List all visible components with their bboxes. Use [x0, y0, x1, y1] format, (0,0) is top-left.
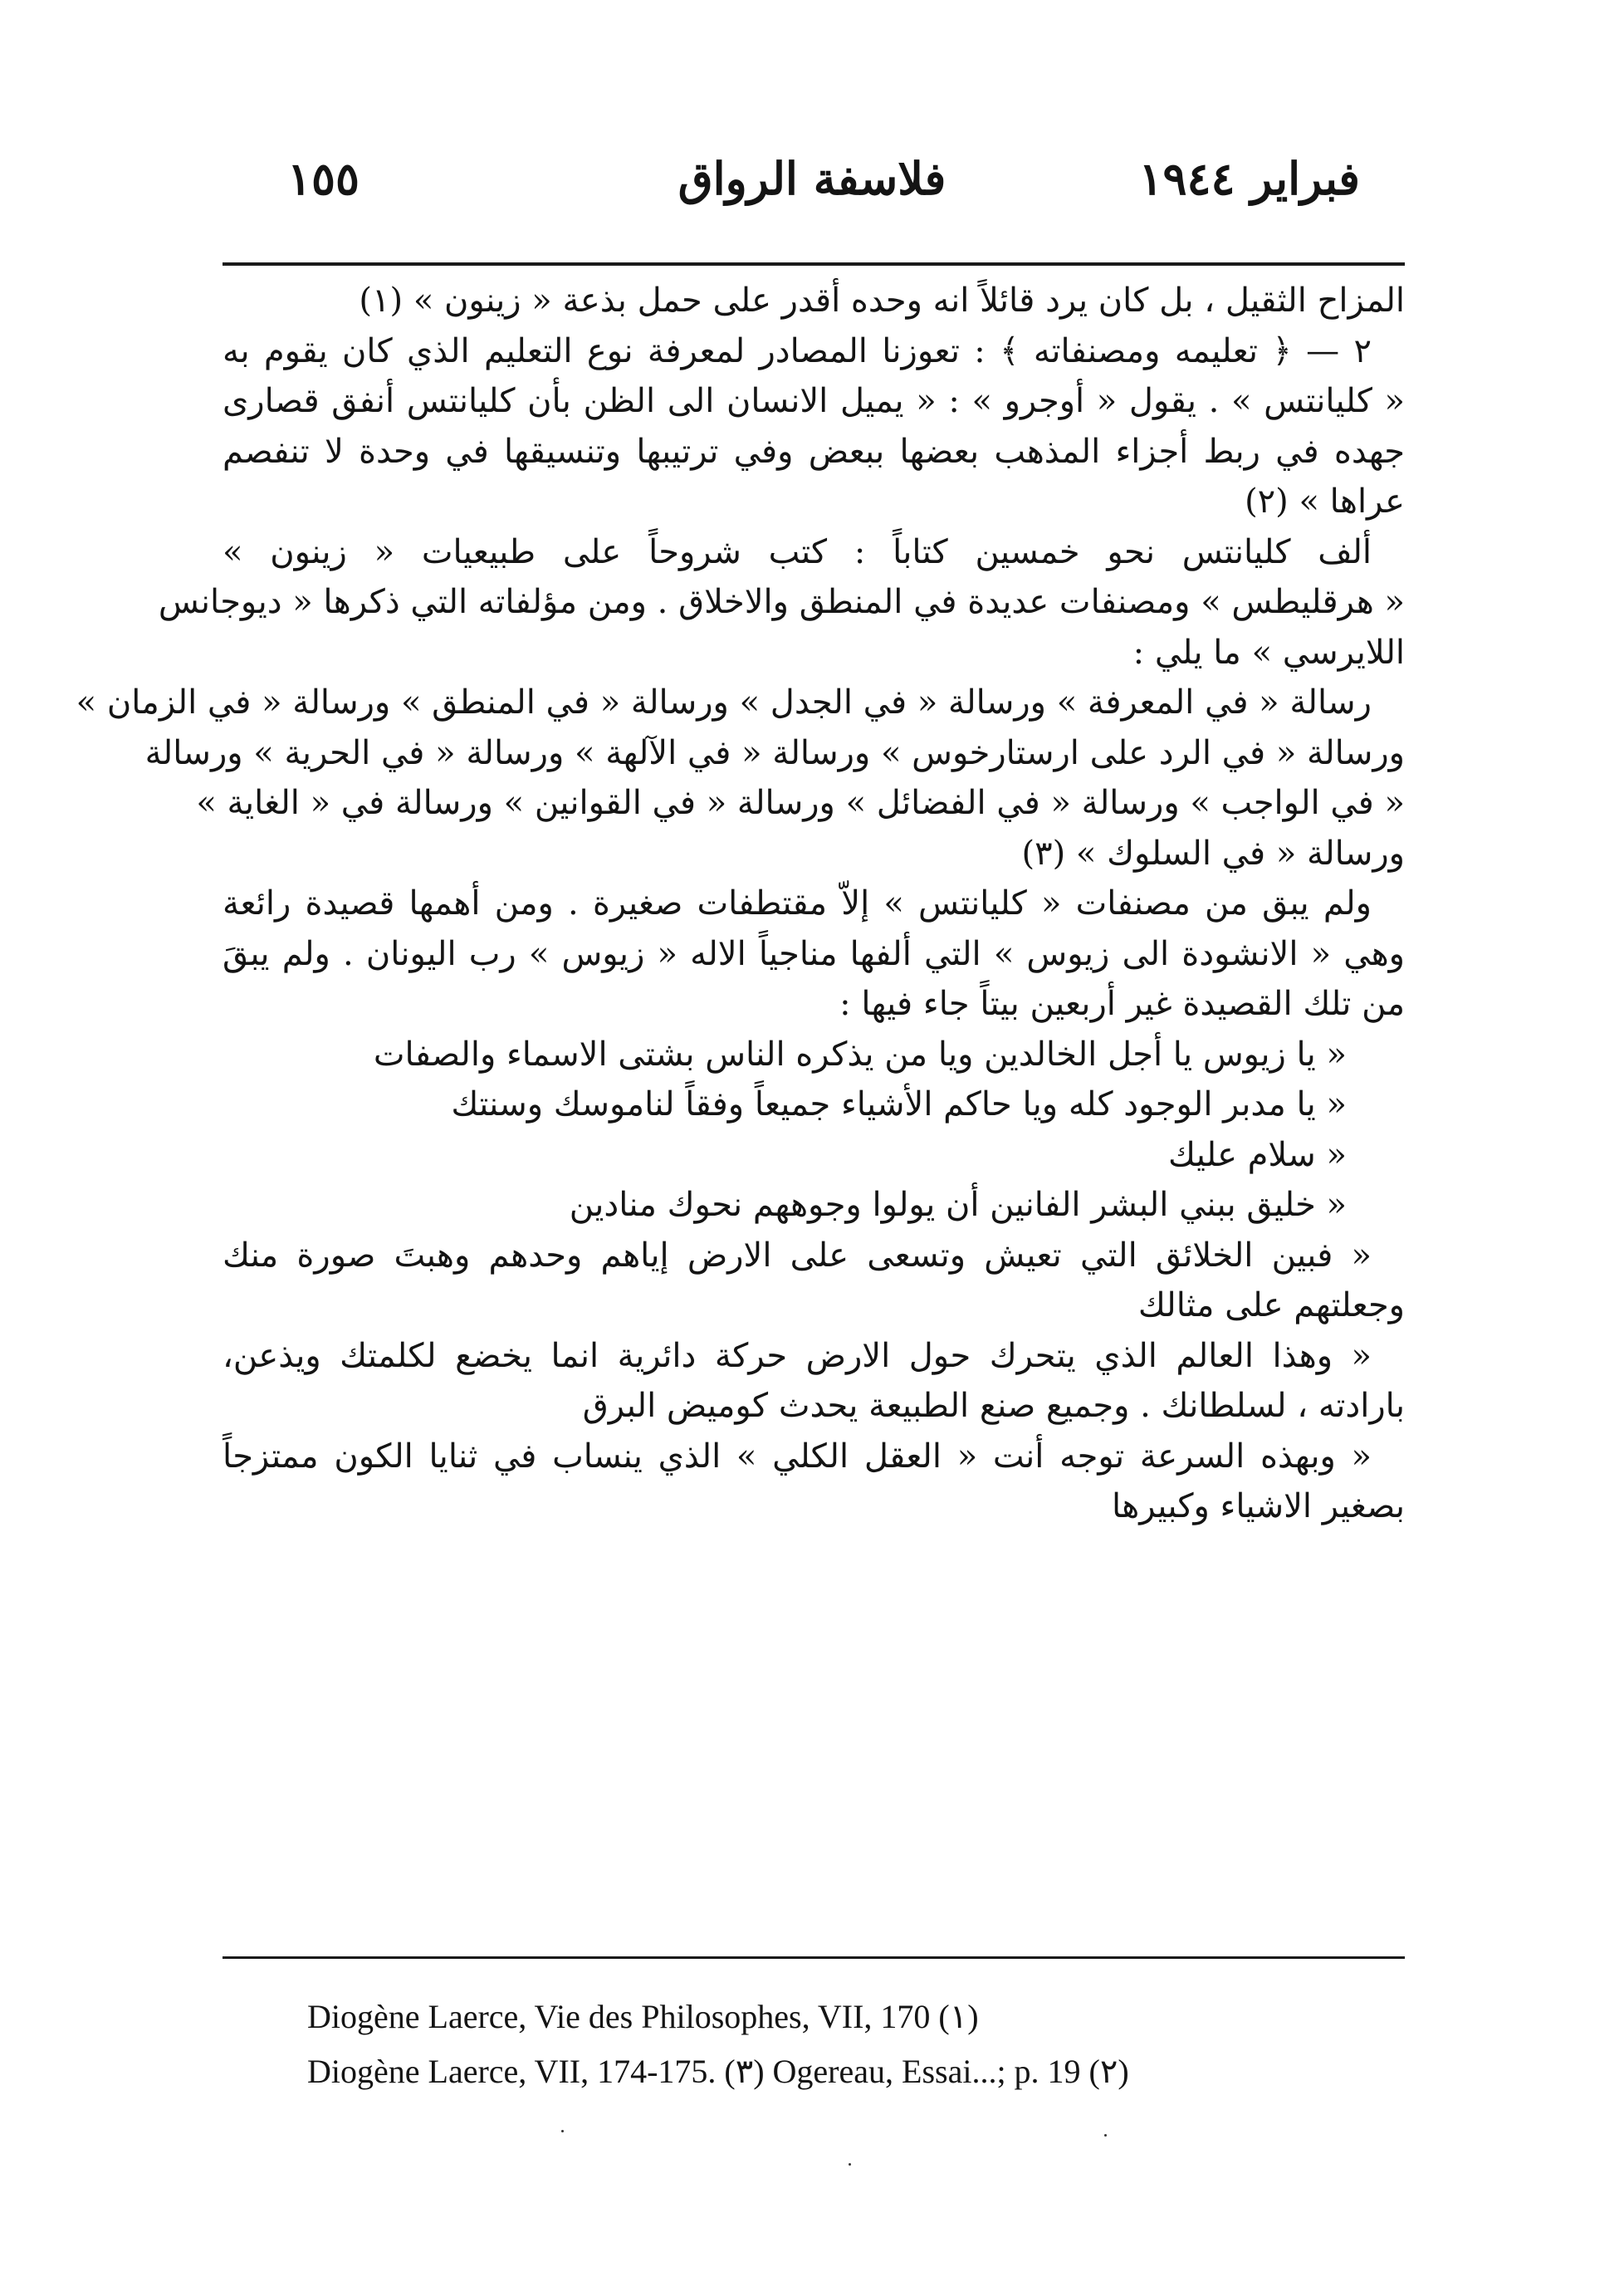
body-line: « فبين الخلائق التي تعيش وتسعى على الارض إياهم وحدهم وهبتَ صورة منك — [223, 1236, 1372, 1275]
print-speck — [1104, 2134, 1107, 2137]
footnotes — [307, 1990, 1387, 2099]
body-line: اللايرسي » ما يلي : — [1132, 633, 1405, 672]
body-line: « يا مدبر الوجود كله ويا حاكم الأشياء جميعاً وفقاً لناموسك وسنتك — [451, 1085, 1347, 1123]
print-speck — [561, 2130, 564, 2132]
body-line: ورسالة « في الرد على ارستارخوس » ورسالة « في الآلهة » ورسالة « في الحرية » ورسالة — [144, 733, 1405, 772]
running-header-title: فلاسفة الرواق — [677, 152, 947, 205]
body-line: بارادته ، لسلطانك . وجميع صنع الطبيعة يحدث كوميض البرق — [582, 1387, 1405, 1425]
print-speck — [849, 2163, 851, 2166]
footnote-2: Diogène Laerce, VII, 174-175. (٣) Ogereau, Essai...; p. 19 (٢) — [307, 2053, 1129, 2090]
body-line: ولم يبق من مصنفات « كليانتس » إلاّ مقتطفات صغيرة . ومن أهمها قصيدة رائعة — [223, 884, 1372, 923]
body-line: « وبهذه السرعة توجه أنت « العقل الكلي » الذي ينساب في ثنايا الكون ممتزجاً — [223, 1437, 1372, 1476]
body-line: ٢ — ﴿ تعليمه ومصنفاته ﴾ : تعوزنا المصادر لمعرفة نوع التعليم الذي كان يقوم به — [223, 331, 1372, 370]
body-line: « خليق ببني البشر الفانين أن يولوا وجوههم نحوك منادين — [569, 1186, 1347, 1224]
header-rule — [223, 262, 1405, 266]
body-line: بصغير الاشياء وكبيرها — [1111, 1487, 1405, 1525]
page-number: ١٥٥ — [287, 152, 360, 205]
body-line: جهده في ربط أجزاء المذهب بعضها ببعض وفي ترتيبها وتنسيقها في وحدة لا تنفصم — [223, 432, 1405, 471]
body-line: ورسالة « في السلوك » (٣) — [1021, 834, 1405, 873]
footnote-1: Diogène Laerce, Vie des Philosophes, VII, 170 (١) — [307, 1998, 979, 2035]
running-header-date: فبراير ١٩٤٤ — [1138, 152, 1360, 205]
body-line: وجعلتهم على مثالك — [1137, 1286, 1405, 1324]
body-line: ألف كليانتس نحو خمسين كتاباً : كتب شروحاً على طبيعيات « زينون » — [223, 532, 1372, 571]
body-line: « يا زيوس يا أجل الخالدين ويا من يذكره الناس بشتى الاسماء والصفات — [373, 1035, 1347, 1074]
body-line: رسالة « في المعرفة » ورسالة « في الجدل » ورسالة « في المنطق » ورسالة « في الزمان » — [76, 683, 1372, 722]
body-line: وهي « الانشودة الى زيوس » التي ألفها مناجياً الاله « زيوس » رب اليونان . ولم يبقَ — [223, 934, 1405, 973]
footnote-rule — [223, 1956, 1405, 1959]
body-line: من تلك القصيدة غير أربعين بيتاً جاء فيها : — [839, 985, 1405, 1023]
body-line: عراها » (٢) — [1245, 482, 1405, 521]
body-line: « كليانتس » . يقول « أوجرو » : « يميل الانسان الى الظن بأن كليانتس أنفق قصارى — [223, 382, 1405, 420]
body-line: « هرقليطس » ومصنفات عديدة في المنطق والاخلاق . ومن مؤلفاته التي ذكرها « ديوجانس — [158, 583, 1405, 621]
body-line: « سلام عليك — [1168, 1135, 1347, 1174]
body-line: « وهذا العالم الذي يتحرك حول الارض حركة دائرية انما يخضع لكلمتك ويذعن، — [223, 1336, 1372, 1375]
body-line: « في الواجب » ورسالة « في الفضائل » ورسالة « في القوانين » ورسالة في « الغاية » — [196, 784, 1405, 822]
body-text — [76, 276, 1405, 1532]
body-line: المزاح الثقيل ، بل كان يرد قائلاً انه وحده أقدر على حمل بذعة « زينون » (١) — [359, 281, 1405, 320]
